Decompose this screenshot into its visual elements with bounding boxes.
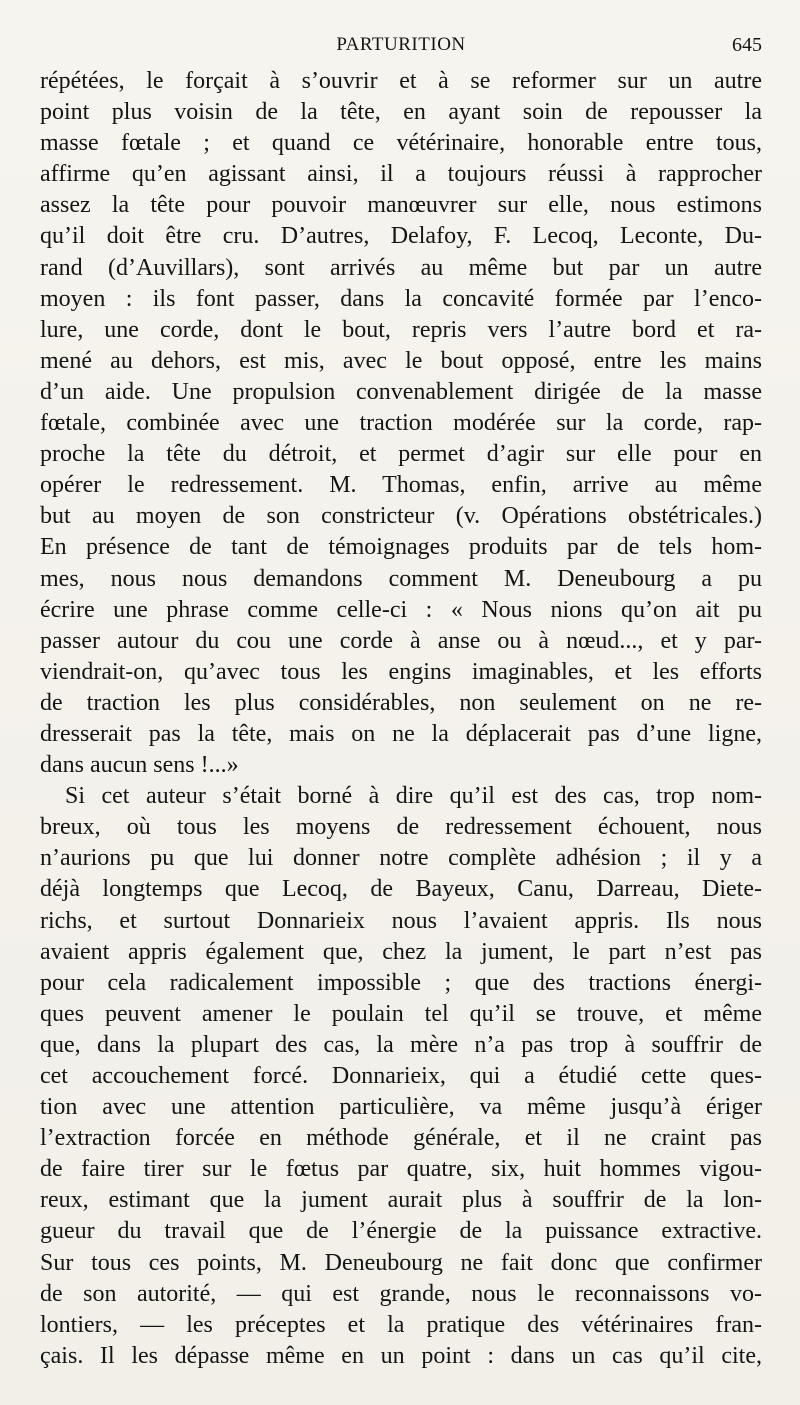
text-line: masse fœtale ; et quand ce vétérinaire, honorable entre tous, bbox=[40, 130, 762, 157]
text-line: gueur du travail que de l’énergie de la puissance extractive. bbox=[40, 1218, 762, 1245]
text-line: qu’il doit être cru. D’autres, Delafoy, F. Lecoq, Leconte, Du- bbox=[40, 223, 762, 250]
text-line: de faire tirer sur le fœtus par quatre, six, huit hommes vigou- bbox=[40, 1156, 762, 1183]
text-line: but au moyen de son constricteur (v. Opérations obstétricales.) bbox=[40, 503, 762, 530]
text-line: En présence de tant de témoignages produits par de tels hom- bbox=[40, 534, 762, 561]
text-line: dresserait pas la tête, mais on ne la déplacerait pas d’une ligne, bbox=[40, 720, 762, 747]
text-line: moyen : ils font passer, dans la concavité formée par l’enco- bbox=[40, 285, 762, 312]
text-line: viendrait-on, qu’avec tous les engins imaginables, et les efforts bbox=[40, 658, 762, 685]
text-line: Sur tous ces points, M. Deneubourg ne fait donc que confirmer bbox=[40, 1249, 762, 1276]
text-line: richs, et surtout Donnarieix nous l’avaient appris. Ils nous bbox=[40, 907, 762, 934]
text-line: affirme qu’en agissant ainsi, il a toujours réussi à rapprocher bbox=[40, 161, 762, 188]
text-line: mes, nous nous demandons comment M. Deneubourg a pu bbox=[40, 565, 762, 592]
text-line: rand (d’Auvillars), sont arrivés au même but par un autre bbox=[40, 254, 762, 281]
text-line: fœtale, combinée avec une traction modérée sur la corde, rap- bbox=[40, 410, 762, 437]
text-line: de son autorité, — qui est grande, nous le reconnaissons vo- bbox=[40, 1280, 762, 1307]
text-line: déjà longtemps que Lecoq, de Bayeux, Canu, Darreau, Diete- bbox=[40, 876, 762, 903]
text-line: lontiers, — les préceptes et la pratique des vétérinaires fran- bbox=[40, 1311, 762, 1338]
text-line: point plus voisin de la tête, en ayant soin de repousser la bbox=[40, 99, 762, 126]
text-line: opérer le redressement. M. Thomas, enfin, arrive au même bbox=[40, 472, 762, 499]
text-line: lure, une corde, dont le bout, repris vers l’autre bord et ra- bbox=[40, 316, 762, 343]
text-line: Si cet auteur s’était borné à dire qu’il est des cas, trop nom- bbox=[65, 783, 762, 810]
text-line: proche la tête du détroit, et permet d’agir sur elle pour en bbox=[40, 441, 762, 468]
text-line: reux, estimant que la jument aurait plus à souffrir de la lon- bbox=[40, 1187, 762, 1214]
text-line: que, dans la plupart des cas, la mère n’a pas trop à souffrir de bbox=[40, 1031, 762, 1058]
text-line: pour cela radicalement impossible ; que des tractions énergi- bbox=[40, 969, 762, 996]
text-line: ques peuvent amener le poulain tel qu’il se trouve, et même bbox=[40, 1000, 762, 1027]
text-line: de traction les plus considérables, non seulement on ne re- bbox=[40, 689, 762, 716]
text-line: d’un aide. Une propulsion convenablement dirigée de la masse bbox=[40, 378, 762, 405]
text-line: avaient appris également que, chez la jument, le part n’est pas bbox=[40, 938, 762, 965]
text-line: dans aucun sens !...» bbox=[40, 752, 239, 779]
text-line: répétées, le forçait à s’ouvrir et à se reformer sur un autre bbox=[40, 68, 762, 94]
text-line: breux, où tous les moyens de redressement échouent, nous bbox=[40, 814, 762, 841]
text-line: écrire une phrase comme celle-ci : « Nous nions qu’on ait pu bbox=[40, 596, 762, 623]
page-number: 645 bbox=[732, 34, 762, 56]
text-line: assez la tête pour pouvoir manœuvrer sur elle, nous estimons bbox=[40, 192, 762, 219]
text-line: mené au dehors, est mis, avec le bout opposé, entre les mains bbox=[40, 347, 762, 374]
text-line: tion avec une attention particulière, va même jusqu’à ériger bbox=[40, 1094, 762, 1121]
text-line: l’extraction forcée en méthode générale, et il ne craint pas bbox=[40, 1125, 762, 1152]
body-text bbox=[40, 66, 762, 1372]
running-header bbox=[40, 30, 762, 60]
text-line: cet accouchement forcé. Donnarieix, qui a étudié cette ques- bbox=[40, 1063, 762, 1089]
text-line: passer autour du cou une corde à anse ou à nœud..., et y par- bbox=[40, 627, 762, 654]
text-line: n’aurions pu que lui donner notre complète adhésion ; il y a bbox=[40, 845, 762, 872]
running-title: PARTURITION bbox=[336, 34, 466, 55]
text-line: çais. Il les dépasse même en un point : dans un cas qu’il cite, bbox=[40, 1342, 762, 1369]
